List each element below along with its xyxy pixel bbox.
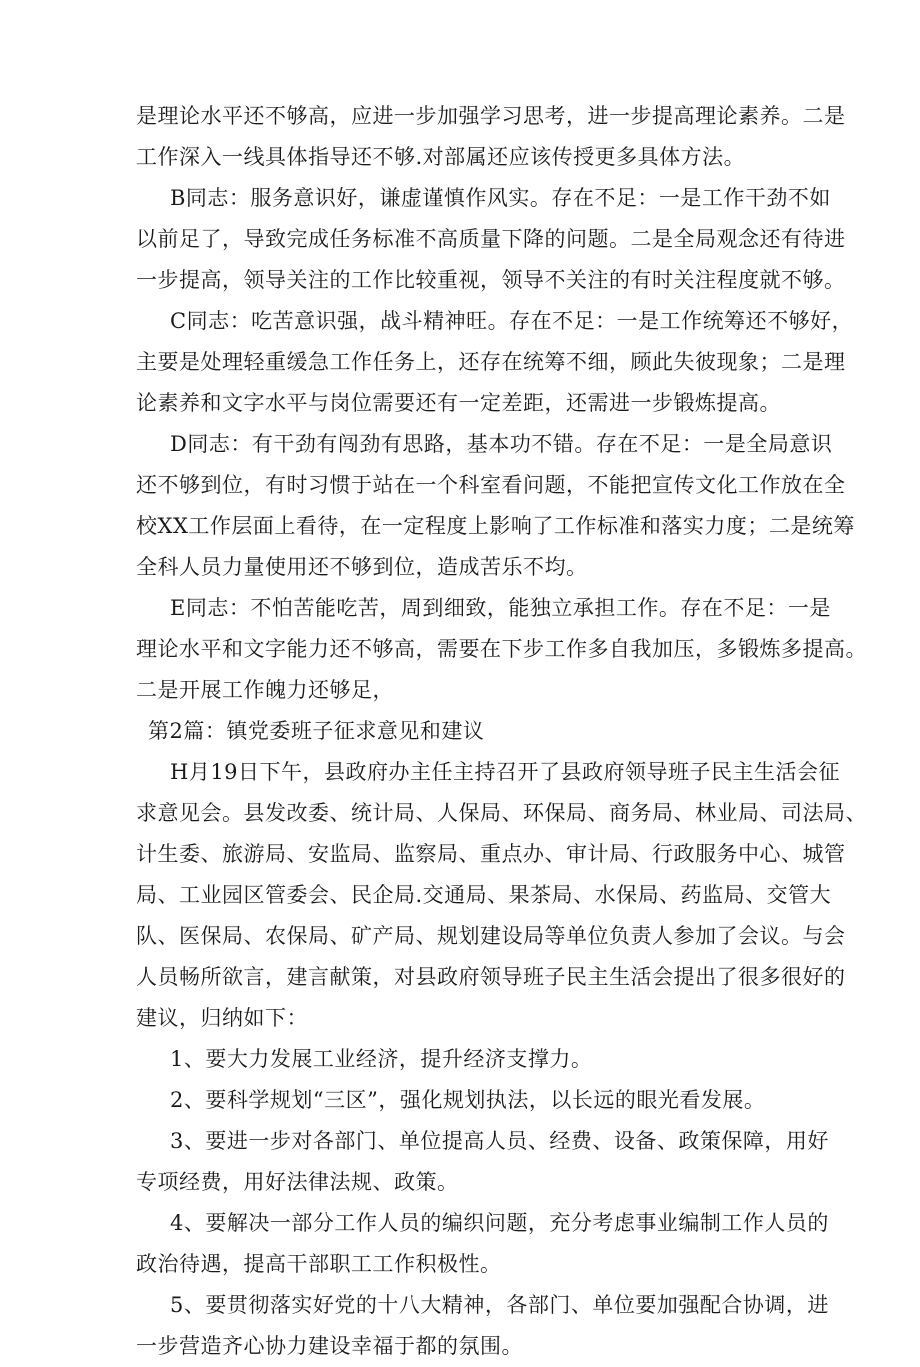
text-line: 理论水平和文字能力还不够高，需要在下步工作多自我加压，多锻炼多提高。 <box>136 637 867 661</box>
text-line: 二是开展工作魄力还够足， <box>136 678 394 702</box>
text-line: H月19日下午，县政府办主任主持召开了县政府领导班子民主生活会征 <box>170 760 841 784</box>
text-line: D同志：有干劲有闯劲有思路，基本功不错。存在不足：一是全局意识 <box>170 432 833 456</box>
text-line: 人员畅所欲言，建言献策，对县政府领导班子民主生活会提出了很多很好的 <box>136 965 846 989</box>
text-line: 一步提高，领导关注的工作比较重视，领导不关注的有时关注程度就不够。 <box>136 268 846 292</box>
text-line: 局、工业园区管委会、民企局.交通局、果茶局、水保局、药监局、交管大 <box>136 883 832 907</box>
text-line: 论素养和文字水平与岗位需要还有一定差距，还需进一步锻炼提高。 <box>136 391 781 415</box>
text-line: C同志：吃苦意识强，战斗精神旺。存在不足：一是工作统筹还不够好， <box>170 309 854 333</box>
text-line: 以前足了，导致完成任务标准不高质量下降的问题。二是全局观念还有待进 <box>136 227 846 251</box>
text-line: 政治待遇，提高干部职工工作积极性。 <box>136 1252 502 1276</box>
text-line: 校XX工作层面上看待，在一定程度上影响了工作标准和落实力度；二是统筹 <box>136 514 855 538</box>
text-line: 全科人员力量使用还不够到位，造成苦乐不均。 <box>136 555 588 579</box>
section-heading: 第2篇：镇党委班子征求意见和建议 <box>148 719 485 743</box>
text-line: E同志：不怕苦能吃苦，周到细致，能独立承担工作。存在不足：一是 <box>170 596 831 620</box>
text-line: 队、医保局、农保局、矿产局、规划建设局等单位负责人参加了会议。与会 <box>136 924 846 948</box>
text-line: 计生委、旅游局、安监局、监察局、重点办、审计局、行政服务中心、城管 <box>136 842 846 866</box>
document-body <box>136 96 867 1367</box>
list-item: 5、要贯彻落实好党的十八大精神，各部门、单位要加强配合协调，进 <box>170 1293 829 1317</box>
list-item: 2、要科学规划“三区”，强化规划执法，以长远的眼光看发展。 <box>170 1088 766 1112</box>
text-line: 主要是处理轻重缓急工作任务上，还存在统筹不细，顾此失彼现象；二是理 <box>136 350 846 374</box>
text-line: 专项经费，用好法律法规、政策。 <box>136 1170 459 1194</box>
text-line: 是理论水平还不够高，应进一步加强学习思考，进一步提高理论素养。二是 <box>136 104 846 128</box>
text-line: 建议，归纳如下： <box>136 1006 308 1030</box>
list-item: 4、要解决一部分工作人员的编织问题，充分考虑事业编制工作人员的 <box>170 1211 829 1235</box>
text-line: 一步营造齐心协力建设幸福于都的氛围。 <box>136 1334 523 1358</box>
list-item: 1、要大力发展工业经济，提升经济支撑力。 <box>170 1047 593 1071</box>
text-line: 还不够到位，有时习惯于站在一个科室看问题，不能把宣传文化工作放在全 <box>136 473 846 497</box>
list-item: 3、要进一步对各部门、单位提高人员、经费、设备、政策保障，用好 <box>170 1129 829 1153</box>
text-line: B同志：服务意识好，谦虚谨慎作风实。存在不足：一是工作干劲不如 <box>170 186 831 210</box>
text-line: 工作深入一线具体指导还不够.对部属还应该传授更多具体方法。 <box>136 145 746 169</box>
text-line: 求意见会。县发改委、统计局、人保局、环保局、商务局、林业局、司法局、 <box>136 801 867 825</box>
